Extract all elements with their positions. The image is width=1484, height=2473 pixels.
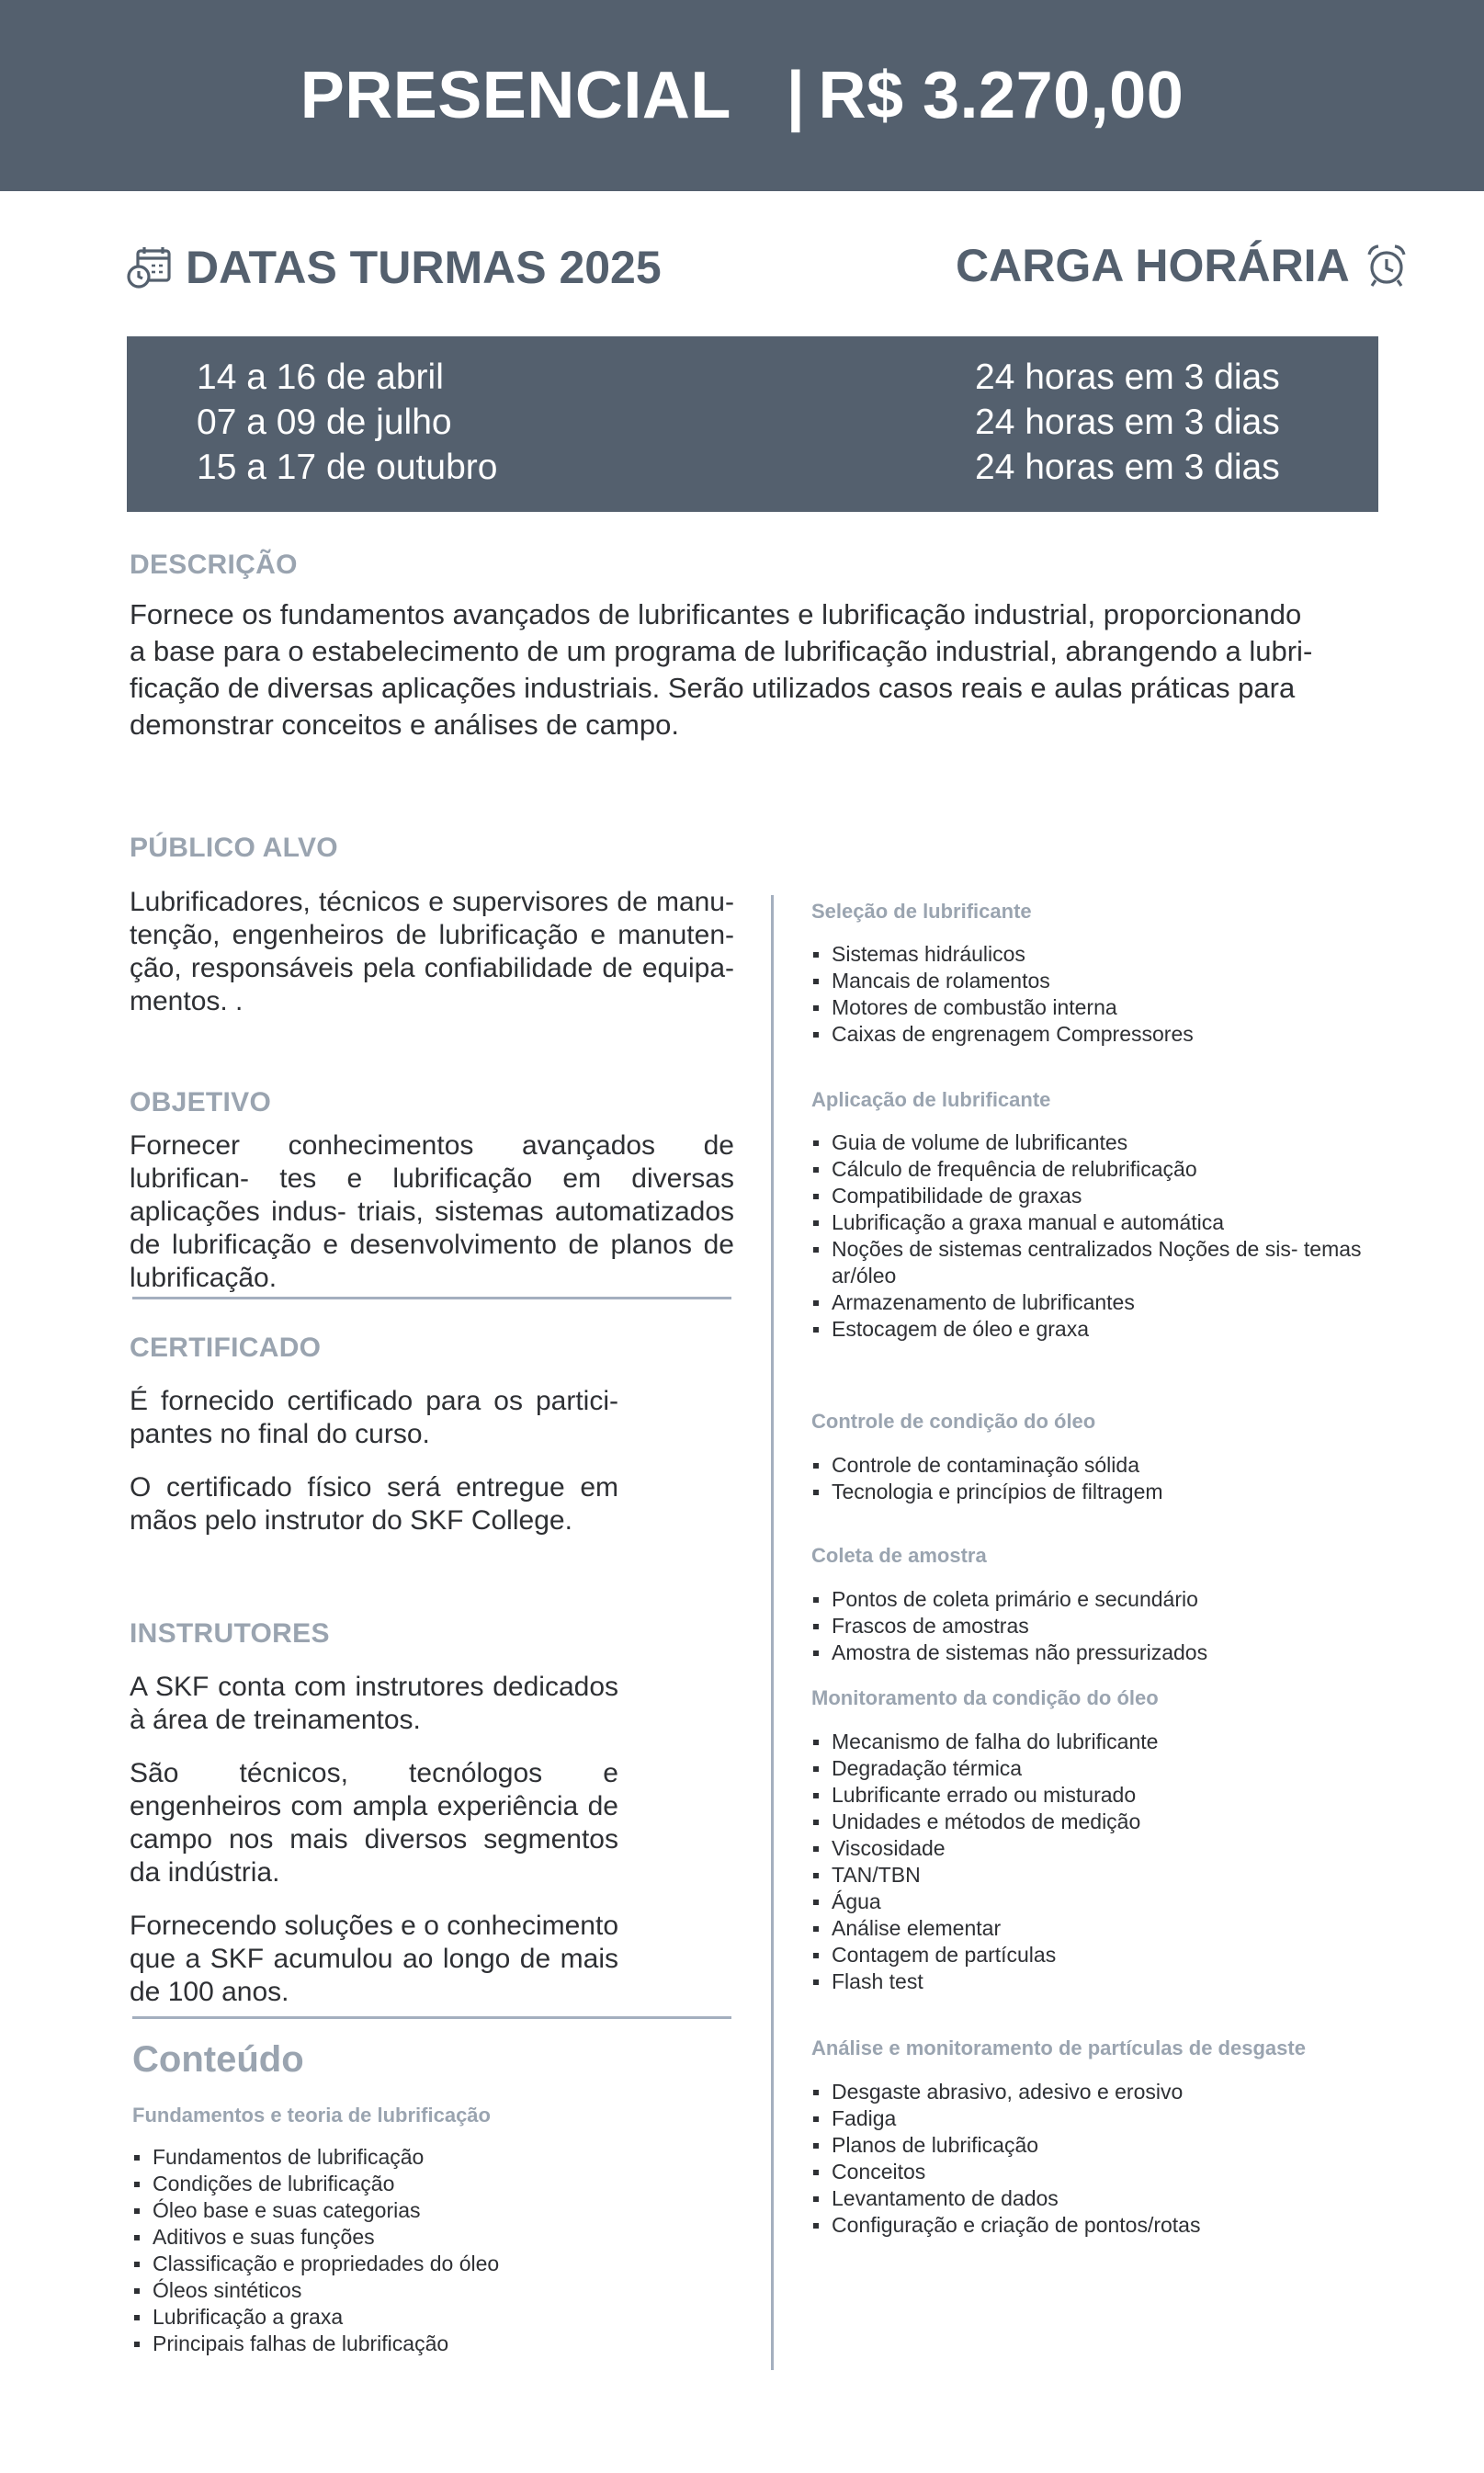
list-item: Aditivos e suas funções bbox=[132, 2224, 720, 2251]
list-item: Classificação e propriedades do óleo bbox=[132, 2251, 720, 2277]
hours-heading bbox=[956, 239, 1410, 292]
instrutores-label: INSTRUTORES bbox=[130, 1618, 330, 1649]
alarm-clock-icon bbox=[1363, 242, 1410, 289]
divider bbox=[132, 1297, 731, 1299]
certificado-label: CERTIFICADO bbox=[130, 1333, 322, 1363]
instrutores-text bbox=[130, 1671, 618, 2029]
list-item: Estocagem de óleo e graxa bbox=[811, 1316, 1363, 1343]
analise-label: Análise e monitoramento de partículas de desgaste bbox=[811, 2036, 1306, 2059]
list-item: Frascos de amostras bbox=[811, 1613, 1381, 1639]
list-item: Amostra de sistemas não pressurizados bbox=[811, 1639, 1381, 1666]
list-item: Planos de lubrificação bbox=[811, 2132, 1381, 2159]
selecao-label: Seleção de lubrificante bbox=[811, 900, 1032, 923]
date-row: 14 a 16 de abril bbox=[197, 357, 444, 397]
dates-title: DATAS TURMAS 2025 bbox=[186, 242, 662, 293]
date-row: 07 a 09 de julho bbox=[197, 403, 452, 442]
list-item: Lubrificação a graxa bbox=[132, 2304, 720, 2331]
list-item: Conceitos bbox=[811, 2159, 1381, 2185]
list-item: Tecnologia e princípios de filtragem bbox=[811, 1479, 1381, 1505]
list-item: TAN/TBN bbox=[811, 1862, 1381, 1889]
selecao-list bbox=[811, 941, 1381, 1048]
descricao-line: a base para o estabelecimento de um programa de lubrificação industrial, abrangendo a lubri- bbox=[130, 635, 1313, 667]
price: R$ 3.270,00 bbox=[818, 59, 1184, 132]
schedule-box bbox=[127, 336, 1378, 512]
date-row: 15 a 17 de outubro bbox=[197, 448, 498, 487]
list-item: Motores de combustão interna bbox=[811, 994, 1381, 1021]
descricao-text bbox=[130, 596, 1381, 743]
list-item: Óleos sintéticos bbox=[132, 2277, 720, 2304]
calendar-clock-icon bbox=[127, 244, 173, 290]
hours-row: 24 horas em 3 dias bbox=[975, 403, 1280, 442]
list-item: Análise elementar bbox=[811, 1915, 1381, 1942]
list-item: Contagem de partículas bbox=[811, 1942, 1381, 1968]
list-item: Fundamentos de lubrificação bbox=[132, 2144, 720, 2171]
instrutores-p1: A SKF conta com instrutores dedicados à área de treinamentos. bbox=[130, 1672, 618, 1735]
certificado-p1: É fornecido certificado para os partici- pantes no final do curso. bbox=[130, 1386, 618, 1449]
list-item: Água bbox=[811, 1889, 1381, 1915]
instrutores-p2: São técnicos, tecnólogos e engenheiros com ampla experiência de campo nos mais diversos segmentos da indústria. bbox=[130, 1758, 618, 1888]
list-item: Guia de volume de lubrificantes bbox=[811, 1129, 1363, 1156]
list-item: Cálculo de frequência de relubrificação bbox=[811, 1156, 1363, 1183]
hours-row: 24 horas em 3 dias bbox=[975, 448, 1280, 487]
list-item: Compatibilidade de graxas bbox=[811, 1183, 1363, 1209]
instrutores-p3: Fornecendo soluções e o conhecimento que a SKF acumulou ao longo de mais de 100 anos. bbox=[130, 1911, 619, 2007]
publico-label: PÚBLICO ALVO bbox=[130, 833, 338, 863]
list-item: Principais falhas de lubrificação bbox=[132, 2331, 720, 2357]
banner-separator: | bbox=[786, 59, 806, 132]
list-item: Degradação térmica bbox=[811, 1755, 1381, 1782]
monitoramento-label: Monitoramento da condição do óleo bbox=[811, 1686, 1159, 1709]
column-divider bbox=[771, 895, 774, 2370]
descricao-line: Fornece os fundamentos avançados de lubrificantes e lubrificação industrial, proporcionando bbox=[130, 598, 1302, 630]
descricao-line: ficação de diversas aplicações industriais. Serão utilizados casos reais e aulas práticas para bbox=[130, 672, 1296, 704]
list-item: Óleo base e suas categorias bbox=[132, 2197, 720, 2224]
list-item: Flash test bbox=[811, 1968, 1381, 1995]
hours-row: 24 horas em 3 dias bbox=[975, 357, 1280, 397]
list-item: Desgaste abrasivo, adesivo e erosivo bbox=[811, 2079, 1381, 2105]
list-item: Viscosidade bbox=[811, 1835, 1381, 1862]
list-item: Unidades e métodos de medição bbox=[811, 1809, 1381, 1835]
list-item: Mecanismo de falha do lubrificante bbox=[811, 1729, 1381, 1755]
modality-title: PRESENCIAL bbox=[300, 59, 731, 132]
divider bbox=[132, 2016, 731, 2019]
fundamentos-list bbox=[132, 2144, 720, 2357]
controle-label: Controle de condição do óleo bbox=[811, 1410, 1096, 1433]
conteudo-title: Conteúdo bbox=[132, 2039, 304, 2080]
list-item: Condições de lubrificação bbox=[132, 2171, 720, 2197]
dates-column bbox=[197, 355, 497, 490]
coleta-label: Coleta de amostra bbox=[811, 1544, 987, 1567]
list-item: Mancais de rolamentos bbox=[811, 968, 1381, 994]
list-item: Noções de sistemas centralizados Noções de sis- temas ar/óleo bbox=[811, 1236, 1363, 1289]
list-item: Caixas de engrenagem Compressores bbox=[811, 1021, 1381, 1048]
descricao-label: DESCRIÇÃO bbox=[130, 550, 298, 580]
objetivo-text: Fornecer conhecimentos avançados de lubrifican- tes e lubrificação em diversas aplicações indus- triais, sistemas automatizados de lubrificação e desenvolvimento de planos de lubrificação. bbox=[130, 1130, 734, 1293]
controle-list bbox=[811, 1452, 1381, 1505]
descricao-line: demonstrar conceitos e análises de campo. bbox=[130, 709, 679, 741]
fundamentos-label: Fundamentos e teoria de lubrificação bbox=[132, 2104, 491, 2127]
list-item: Lubrificação a graxa manual e automática bbox=[811, 1209, 1363, 1236]
objetivo-label: OBJETIVO bbox=[130, 1087, 272, 1117]
list-item: Sistemas hidráulicos bbox=[811, 941, 1381, 968]
price-banner bbox=[0, 0, 1484, 191]
list-item: Armazenamento de lubrificantes bbox=[811, 1289, 1363, 1316]
list-item: Pontos de coleta primário e secundário bbox=[811, 1586, 1381, 1613]
aplicacao-label: Aplicação de lubrificante bbox=[811, 1088, 1051, 1111]
certificado-p2: O certificado físico será entregue em mãos pelo instrutor do SKF College. bbox=[130, 1472, 618, 1536]
analise-list bbox=[811, 2079, 1381, 2239]
list-item: Lubrificante errado ou misturado bbox=[811, 1782, 1381, 1809]
hours-column bbox=[975, 355, 1280, 490]
publico-text: Lubrificadores, técnicos e supervisores de manu- tenção, engenheiros de lubrificação e manuten- ção, responsáveis pela confiabilidade de equipa- mentos. . bbox=[130, 887, 734, 1016]
monitoramento-list bbox=[811, 1729, 1381, 1995]
coleta-list bbox=[811, 1586, 1381, 1666]
list-item: Fadiga bbox=[811, 2105, 1381, 2132]
list-item: Configuração e criação de pontos/rotas bbox=[811, 2212, 1381, 2239]
aplicacao-list bbox=[811, 1129, 1363, 1343]
list-item: Levantamento de dados bbox=[811, 2185, 1381, 2212]
list-item: Controle de contaminação sólida bbox=[811, 1452, 1381, 1479]
hours-title: CARGA HORÁRIA bbox=[956, 240, 1350, 291]
dates-heading bbox=[127, 241, 662, 294]
certificado-text bbox=[130, 1385, 618, 1558]
